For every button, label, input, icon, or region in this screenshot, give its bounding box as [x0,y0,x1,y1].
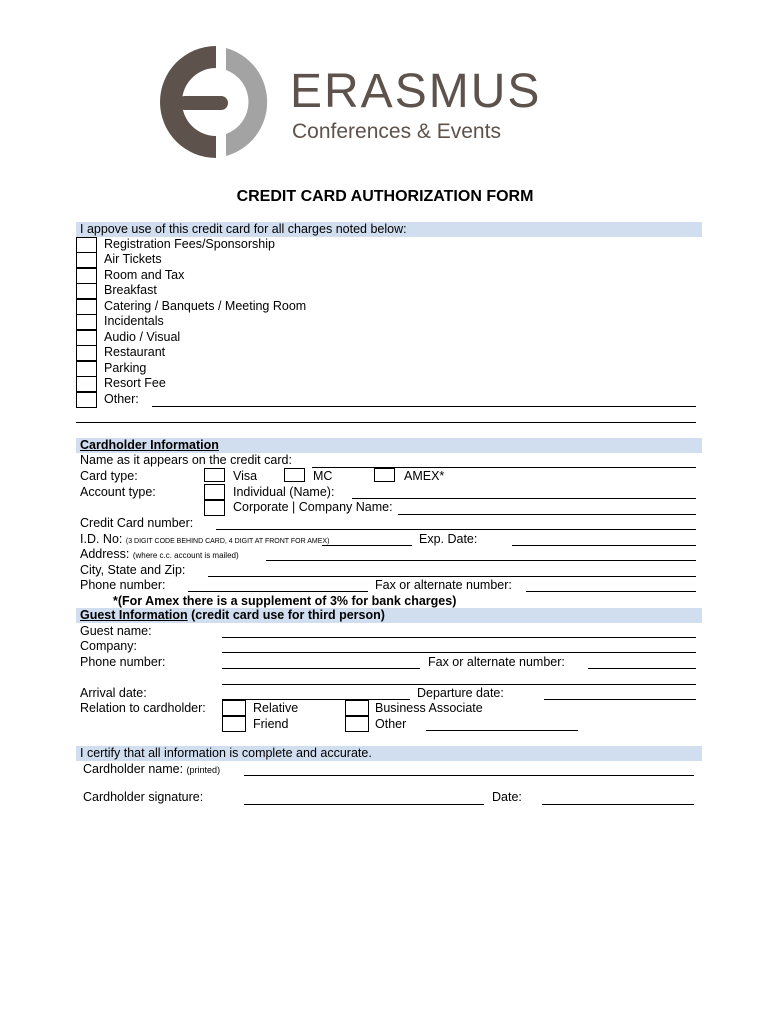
checkbox-incidentals[interactable] [76,314,97,330]
relative-label: Relative [253,701,299,715]
fax-field[interactable] [526,591,696,592]
form-title: CREDIT CARD AUTHORIZATION FORM [236,188,534,205]
guest-fax-field[interactable] [588,668,696,669]
other-field[interactable] [152,406,696,407]
guest-heading: Guest Information [80,608,188,622]
address-label: Address: [80,547,130,561]
checkbox-catering[interactable] [76,299,97,315]
exp-label: Exp. Date: [419,532,478,546]
address-note: (where c.c. account is mailed) [132,551,239,560]
charges-intro: I appove use of this credit card for all charges noted below: [80,222,407,236]
checkbox-mc[interactable] [284,468,305,482]
address-field[interactable] [266,560,696,561]
cc-number-field[interactable] [216,529,696,530]
individual-name-field[interactable] [352,498,696,499]
charge-label: Parking [104,361,147,375]
other-relation-field[interactable] [426,730,578,731]
id-note: (3 DIGIT CODE BEHIND CARD, 4 DIGIT AT FRONT FOR AMEX) [125,538,330,545]
charge-label: Breakfast [104,283,157,297]
phone-label: Phone number: [80,578,166,592]
guest-fax-label: Fax or alternate number: [428,655,565,669]
guest-name-label: Guest name: [80,624,152,638]
logo-name: ERASMUS [290,65,542,118]
amex-label: AMEX* [404,469,445,483]
city-label: City, State and Zip: [80,563,186,577]
guest-extra-field[interactable] [222,684,696,685]
address-row [80,547,239,563]
checkbox-audio-visual[interactable] [76,330,97,346]
signature-field[interactable] [244,804,484,805]
city-field[interactable] [208,576,696,577]
checkbox-individual[interactable] [204,484,225,500]
guest-heading-row [80,608,385,623]
charge-label: Catering / Banquets / Meeting Room [104,299,307,313]
charge-label: Incidentals [104,314,164,328]
cc-number-label: Credit Card number: [80,516,194,530]
guest-name-field[interactable] [222,637,696,638]
cardholder-printed-label: Cardholder name: [83,762,184,776]
phone-field[interactable] [188,591,368,592]
guest-company-label: Company: [80,639,137,653]
id-label: I.D. No: [80,532,123,546]
account-type-label: Account type: [80,485,156,499]
arrival-label: Arrival date: [80,686,147,700]
charge-label: Registration Fees/Sponsorship [104,237,275,251]
departure-field[interactable] [544,699,696,700]
checkbox-other-relation[interactable] [345,716,369,732]
checkbox-registration[interactable] [76,237,97,253]
id-field[interactable] [322,545,412,546]
other-field-continued[interactable] [76,422,696,423]
guest-phone-field[interactable] [222,668,420,669]
logo-tagline: Conferences & Events [292,120,501,143]
checkbox-business[interactable] [345,700,369,716]
guest-phone-label: Phone number: [80,655,166,669]
arrival-field[interactable] [222,699,410,700]
exp-date-field[interactable] [512,545,696,546]
amex-note: *(For Amex there is a supplement of 3% for bank charges) [113,594,457,608]
fax-label: Fax or alternate number: [375,578,512,592]
signature-label: Cardholder signature: [83,790,204,804]
individual-label: Individual (Name): [233,485,335,499]
date-label: Date: [492,790,522,804]
checkbox-amex[interactable] [374,468,395,482]
mc-label: MC [313,469,333,483]
charge-label: Room and Tax [104,268,185,282]
checkbox-room-tax[interactable] [76,268,97,284]
checkbox-visa[interactable] [204,468,225,482]
charge-label: Other: [104,392,139,406]
logo [158,40,558,165]
checkbox-breakfast[interactable] [76,283,97,299]
charge-label: Restaurant [104,345,166,359]
cardholder-printed-field[interactable] [244,775,694,776]
cardholder-heading: Cardholder Information [80,438,219,452]
checkbox-relative[interactable] [222,700,246,716]
friend-label: Friend [253,717,289,731]
certify-statement: I certify that all information is complete and accurate. [80,746,372,760]
company-name-field[interactable] [398,514,696,515]
checkbox-parking[interactable] [76,361,97,377]
logo-mark [158,40,278,165]
signature-date-field[interactable] [542,804,694,805]
checkbox-restaurant[interactable] [76,345,97,361]
charge-label: Resort Fee [104,376,166,390]
guest-heading-note: (credit card use for third person) [191,608,385,622]
visa-label: Visa [233,469,258,483]
other-relation-label: Other [375,717,407,731]
checkbox-resort-fee[interactable] [76,376,97,392]
card-type-label: Card type: [80,469,138,483]
cardholder-printed-row [83,762,220,778]
business-label: Business Associate [375,701,483,715]
charge-label: Audio / Visual [104,330,181,344]
checkbox-friend[interactable] [222,716,246,732]
checkbox-other[interactable] [76,392,97,408]
departure-label: Departure date: [417,686,504,700]
checkbox-corporate[interactable] [204,500,225,516]
cardholder-printed-note: (printed) [186,765,221,775]
checkbox-air-tickets[interactable] [76,252,97,268]
cardholder-name-field[interactable] [312,467,696,468]
guest-company-field[interactable] [222,652,696,653]
cardholder-name-label: Name as it appears on the credit card: [80,453,292,467]
corporate-label: Corporate | Company Name: [233,500,393,514]
charge-label: Air Tickets [104,252,162,266]
relation-label: Relation to cardholder: [80,701,206,715]
